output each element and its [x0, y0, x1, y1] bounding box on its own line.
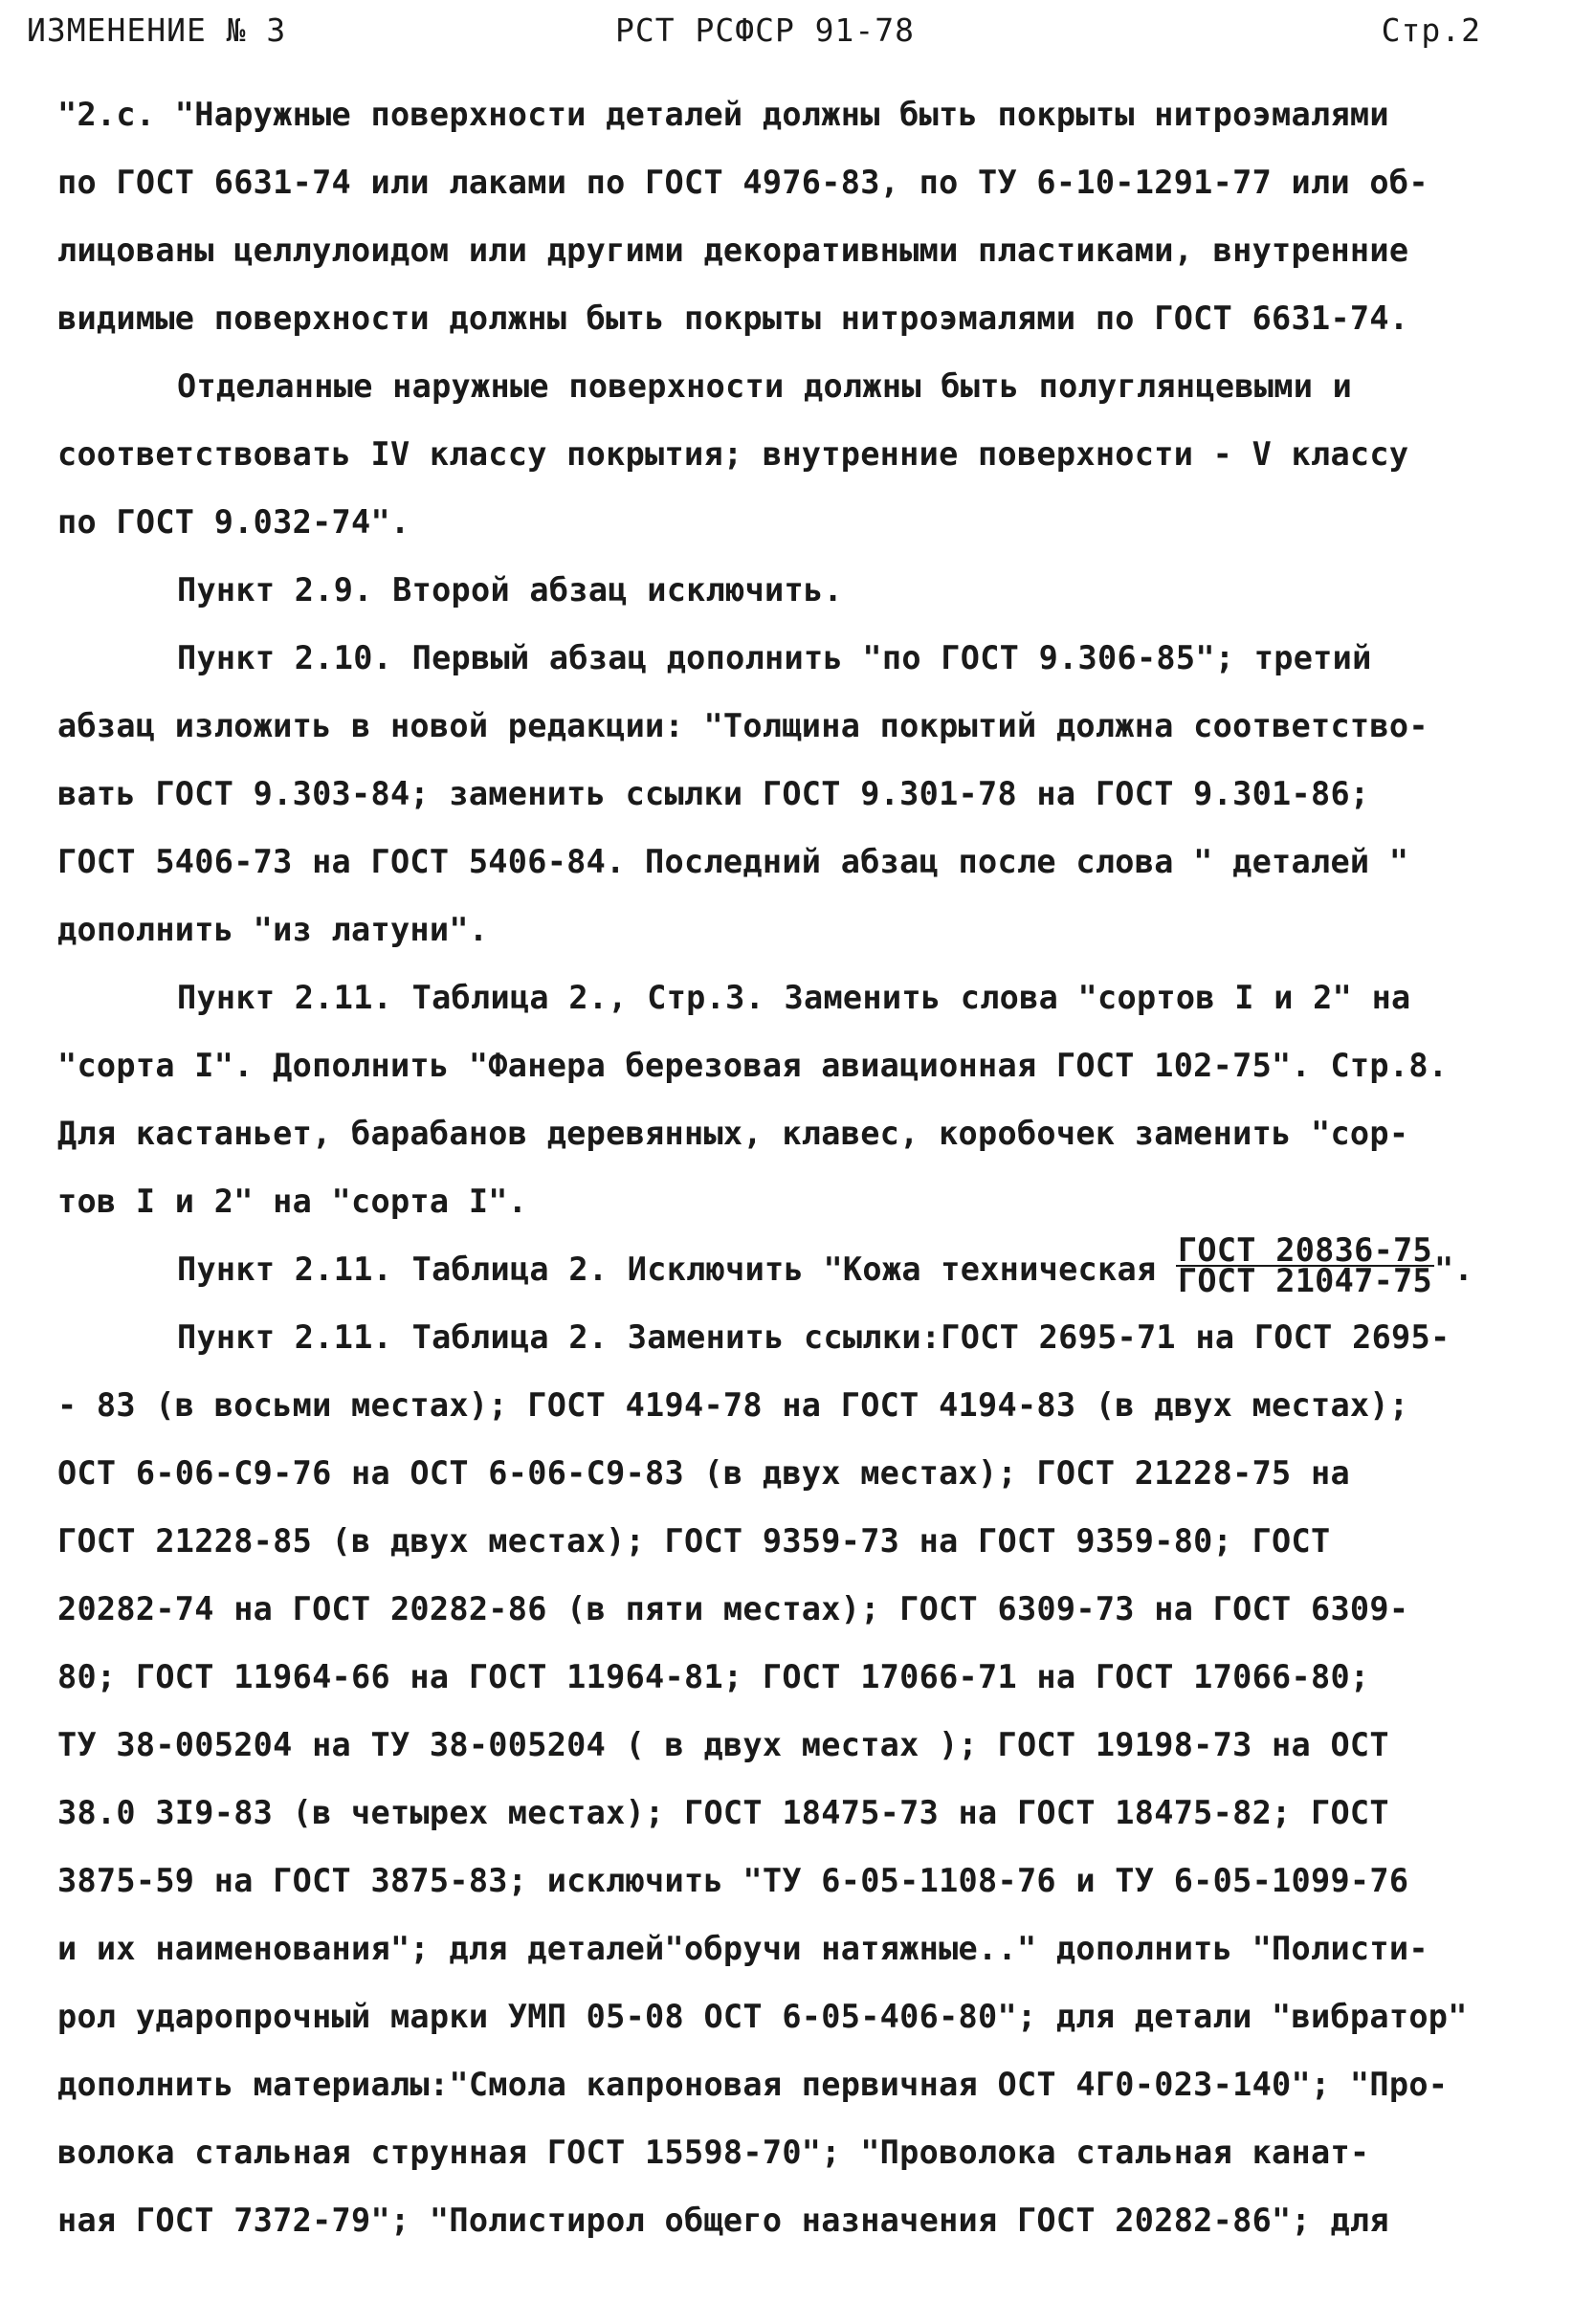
text-line-content: Пункт 2.10. Первый абзац дополнить "по ГОСТ 9.306-85"; третий — [177, 639, 1372, 676]
text-line — [57, 556, 1521, 624]
text-line-content: тов I и 2" на "сорта I". — [57, 1183, 528, 1220]
text-line-content: Для кастаньет, барабанов деревянных, клавес, коробочек заменить "сор- — [57, 1115, 1409, 1152]
text-line — [57, 2050, 1521, 2118]
text-line-content: дополнить "из латуни". — [57, 911, 489, 948]
text-line — [57, 963, 1521, 1031]
text-line — [57, 1575, 1521, 1643]
header-standard-number: РСТ РСФСР 91-78 — [615, 11, 916, 49]
text-line — [57, 2118, 1521, 2186]
text-line — [57, 1371, 1521, 1439]
text-line — [57, 1099, 1521, 1167]
standard-reference-fraction — [1176, 1230, 1434, 1299]
text-line — [57, 1303, 1521, 1371]
text-line-content: ГОСТ 5406-73 на ГОСТ 5406-84. Последний абзац после слова " деталей " — [57, 843, 1409, 880]
text-line-content: Пункт 2.11. Таблица 2., Стр.3. Заменить слова "сортов I и 2" на — [177, 979, 1411, 1016]
text-line — [57, 216, 1521, 284]
text-line — [57, 1711, 1521, 1779]
text-line — [57, 896, 1521, 963]
text-line-content: 3875-59 на ГОСТ 3875-83; исключить "ТУ 6-05-1108-76 и ТУ 6-05-1099-76 — [57, 1862, 1409, 1899]
text-line-content: соответствовать IV классу покрытия; внутренние поверхности - V классу — [57, 435, 1409, 473]
header-amendment-number: ИЗМЕНЕНИЕ № 3 — [27, 11, 287, 49]
text-line-content: "2.с. "Наружные поверхности деталей должны быть покрыты нитроэмалями — [57, 96, 1389, 133]
text-line — [57, 1031, 1521, 1099]
text-line-content: ГОСТ 21228-85 (в двух местах); ГОСТ 9359-73 на ГОСТ 9359-80; ГОСТ — [57, 1522, 1331, 1560]
text-line-content: Отделанные наружные поверхности должны быть полуглянцевыми и — [177, 367, 1353, 405]
text-line — [57, 1230, 1521, 1303]
text-line — [57, 760, 1521, 828]
text-line-content: и их наименования"; для деталей"обручи натяжные.." дополнить "Полисти- — [57, 1930, 1429, 1967]
text-line-content: 20282-74 на ГОСТ 20282-86 (в пяти местах); ГОСТ 6309-73 на ГОСТ 6309- — [57, 1590, 1409, 1627]
text-line-content: Пункт 2.11. Таблица 2. Заменить ссылки:ГОСТ 2695-71 на ГОСТ 2695- — [177, 1318, 1451, 1356]
text-line-content: "сорта I". Дополнить "Фанера березовая авиационная ГОСТ 102-75". Стр.8. — [57, 1047, 1449, 1084]
text-line — [57, 80, 1521, 148]
text-line-content: по ГОСТ 9.032-74". — [57, 503, 410, 541]
text-line-content: рол ударопрочный марки УМП 05-08 ОСТ 6-05-406-80"; для детали "вибратор" — [57, 1998, 1468, 2035]
text-line-tail: ". — [1434, 1251, 1473, 1288]
text-line — [57, 1982, 1521, 2050]
page-header — [27, 11, 1481, 59]
text-line — [57, 488, 1521, 556]
text-line-content: 80; ГОСТ 11964-66 на ГОСТ 11964-81; ГОСТ 17066-71 на ГОСТ 17066-80; — [57, 1658, 1370, 1695]
text-line-content: ная ГОСТ 7372-79"; "Полистирол общего назначения ГОСТ 20282-86"; для — [57, 2202, 1389, 2239]
text-line-content: вать ГОСТ 9.303-84; заменить ссылки ГОСТ 9.301-78 на ГОСТ 9.301-86; — [57, 775, 1370, 812]
document-body — [57, 80, 1521, 2254]
text-line — [57, 1847, 1521, 1915]
text-line-content: лицованы целлулоидом или другими декоративными пластиками, внутренние — [57, 232, 1409, 269]
header-page-number: Стр.2 — [1381, 11, 1481, 49]
text-line — [57, 420, 1521, 488]
text-line-content: волока стальная струнная ГОСТ 15598-70"; "Проволока стальная канат- — [57, 2134, 1370, 2171]
fraction-numerator: ГОСТ 20836-75 — [1177, 1230, 1432, 1269]
text-line — [57, 1439, 1521, 1507]
text-line — [57, 1507, 1521, 1575]
text-line — [57, 828, 1521, 896]
text-line-content: ТУ 38-005204 на ТУ 38-005204 ( в двух местах ); ГОСТ 19198-73 на ОСТ — [57, 1726, 1389, 1763]
text-line — [57, 148, 1521, 216]
text-line — [57, 692, 1521, 760]
text-line-content: - 83 (в восьми местах); ГОСТ 4194-78 на ГОСТ 4194-83 (в двух местах); — [57, 1386, 1409, 1424]
text-line-content: абзац изложить в новой редакции: "Толщина покрытий должна соответство- — [57, 707, 1429, 744]
fraction-denominator: ГОСТ 21047-75 — [1177, 1261, 1432, 1299]
text-line — [57, 1779, 1521, 1847]
text-line — [57, 1167, 1521, 1235]
text-line-content: ОСТ 6-06-С9-76 на ОСТ 6-06-С9-83 (в двух местах); ГОСТ 21228-75 на — [57, 1454, 1350, 1492]
text-line — [57, 624, 1521, 692]
text-line — [57, 1915, 1521, 1982]
text-line — [57, 352, 1521, 420]
text-line-content: Пункт 2.9. Второй абзац исключить. — [177, 571, 843, 609]
text-line — [57, 284, 1521, 352]
text-line-content: дополнить материалы:"Смола капроновая первичная ОСТ 4Г0-023-140"; "Про- — [57, 2066, 1449, 2103]
text-line — [57, 1643, 1521, 1711]
text-line — [57, 2186, 1521, 2254]
text-line-content: 38.0 3I9-83 (в четырех местах); ГОСТ 18475-73 на ГОСТ 18475-82; ГОСТ — [57, 1794, 1389, 1831]
text-line-content: по ГОСТ 6631-74 или лаками по ГОСТ 4976-83, по ТУ 6-10-1291-77 или об- — [57, 164, 1429, 201]
text-line-content: видимые поверхности должны быть покрыты нитроэмалями по ГОСТ 6631-74. — [57, 299, 1409, 337]
text-line-content: Пункт 2.11. Таблица 2. Исключить "Кожа техническая — [177, 1251, 1176, 1288]
